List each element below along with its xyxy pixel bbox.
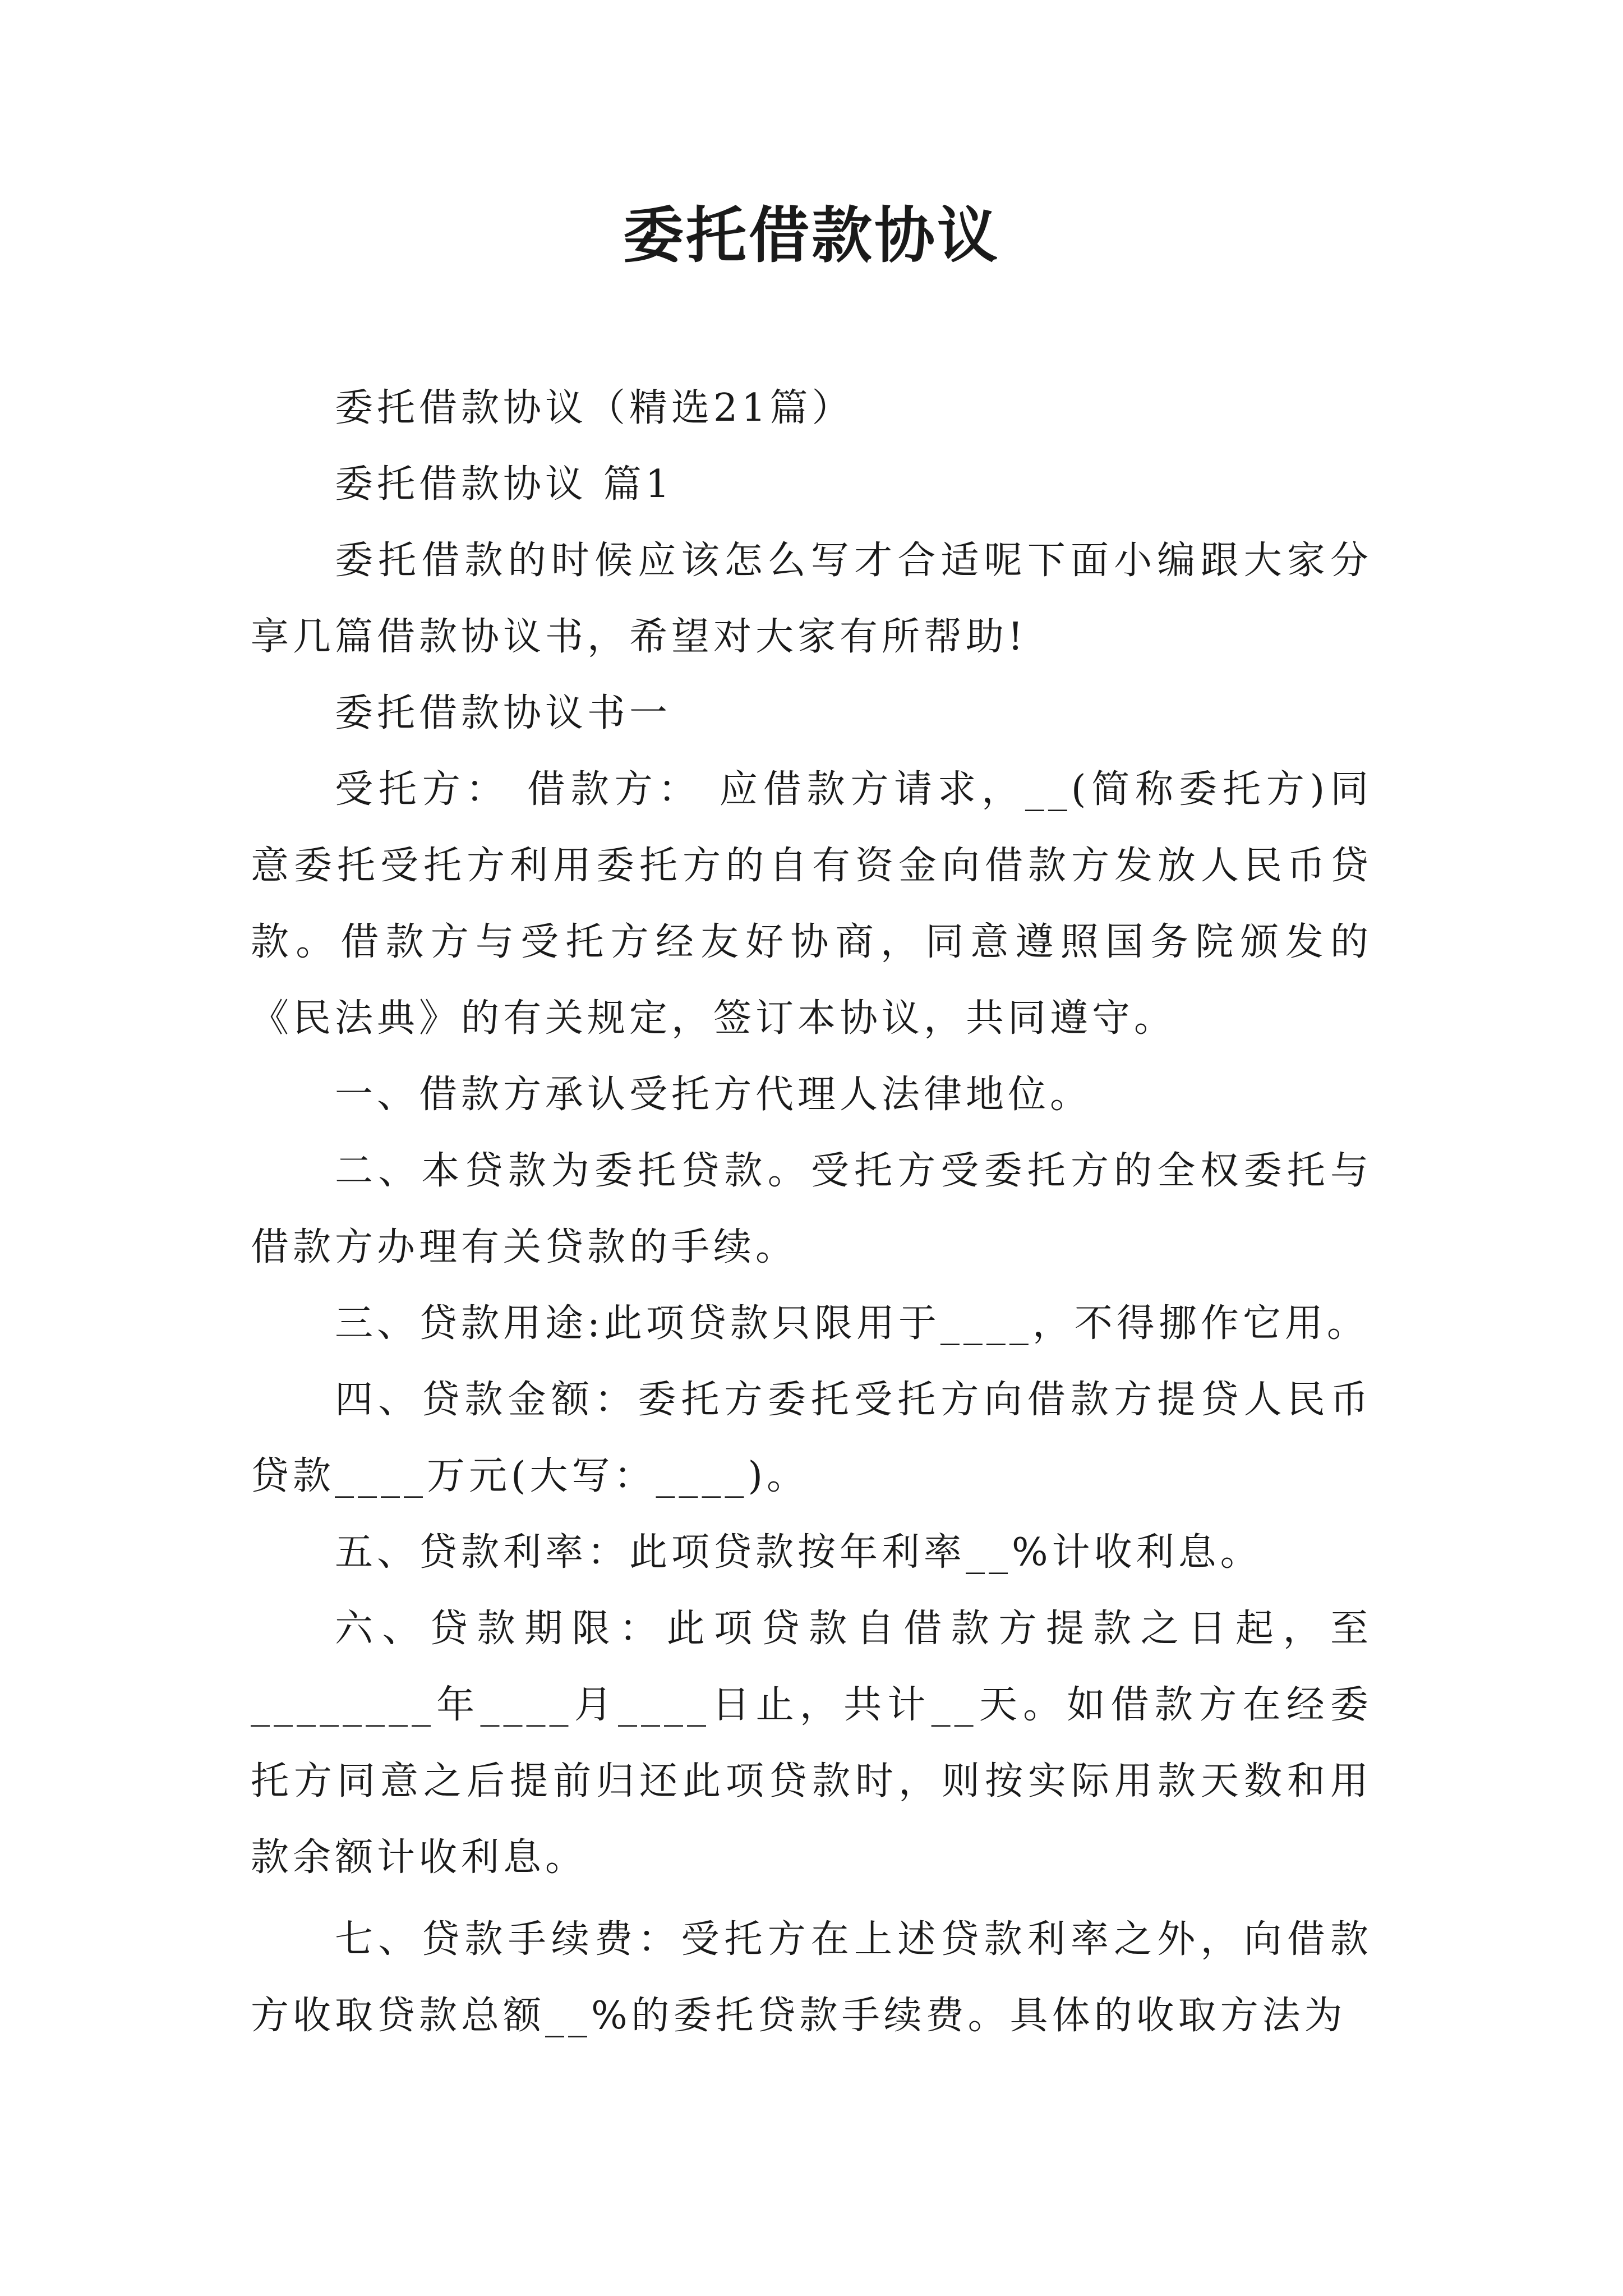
paragraph-clause-2: 二、本贷款为委托贷款。受托方受委托方的全权委托与借款方办理有关贷款的手续。 bbox=[251, 1149, 1372, 1269]
paragraph-clause-1: 一、借款方承认受托方代理人法律地位。 bbox=[335, 1073, 1092, 1117]
document-body bbox=[251, 370, 1372, 2054]
paragraph-section-heading: 委托借款协议 篇1 bbox=[335, 462, 674, 507]
paragraph-agreement-heading: 委托借款协议书一 bbox=[335, 691, 672, 735]
paragraph-clause-7: 七、贷款手续费：受托方在上述贷款利率之外，向借款方收取贷款总额__%的委托贷款手续费。具体的收取方法为 bbox=[251, 1917, 1372, 2038]
paragraph-clause-3: 三、贷款用途:此项贷款只限用于____，不得挪作它用。 bbox=[335, 1301, 1369, 1346]
paragraph-clause-4: 四、贷款金额：委托方委托受托方向借款方提贷人民币贷款____万元(大写：____)。 bbox=[251, 1378, 1372, 1498]
paragraph-parties: 受托方： 借款方： 应借款方请求，__(简称委托方)同意委托受托方利用委托方的自有资金向借款方发放人民币贷款。借款方与受托方经友好协商，同意遵照国务院颁发的《民法典》的有关规定，签订本协议，共同遵守。 bbox=[251, 767, 1372, 1041]
paragraph-clause-6: 六、贷款期限：此项贷款自借款方提款之日起，至________年____月____日止，共计__天。如借款方在经委托方同意之后提前归还此项贷款时，则按实际用款天数和用款余额计收利息。 bbox=[251, 1607, 1372, 1880]
paragraph-intro: 委托借款的时候应该怎么写才合适呢下面小编跟大家分享几篇借款协议书，希望对大家有所帮助! bbox=[251, 539, 1372, 659]
paragraph-clause-5: 五、贷款利率：此项贷款按年利率__%计收利息。 bbox=[335, 1530, 1262, 1575]
document-title: 委托借款协议 bbox=[623, 200, 1000, 271]
paragraph-subtitle: 委托借款协议（精选21篇） bbox=[335, 386, 854, 430]
